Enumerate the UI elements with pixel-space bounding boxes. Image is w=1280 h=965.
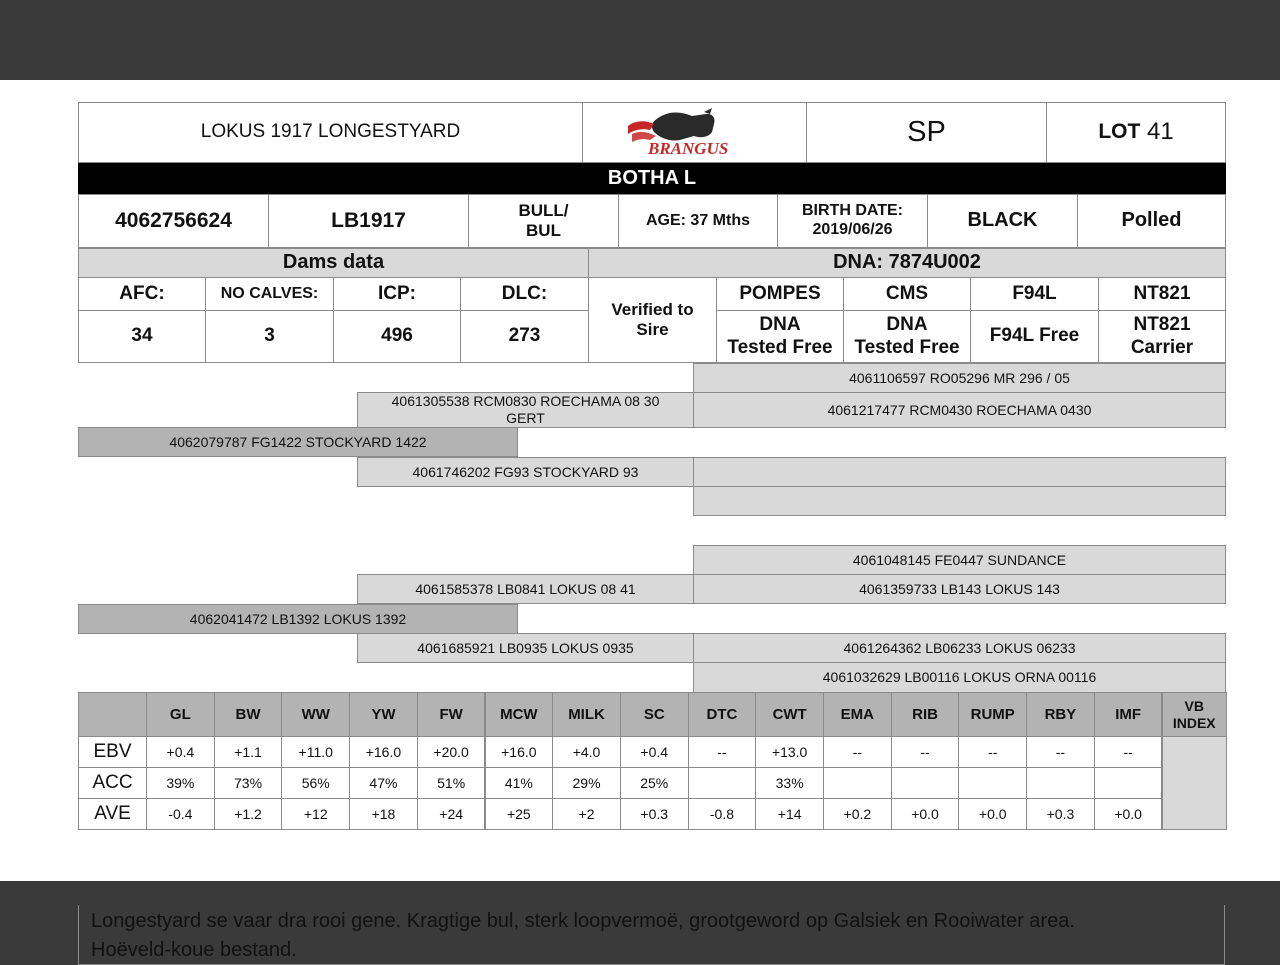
- pedigree-sire: 4062079787 FG1422 STOCKYARD 1422: [78, 427, 518, 457]
- dams-header-no-calves: NO CALVES:: [205, 277, 334, 311]
- ebv-column-header: RBY: [1026, 692, 1095, 737]
- code-cell: SP: [806, 102, 1047, 163]
- ebv-value: +16.0: [349, 736, 418, 768]
- vb-index-value: [1162, 736, 1228, 830]
- vb-line2: INDEX: [1172, 714, 1216, 731]
- pedigree-dam-sire-sire: 4061048145 FE0447 SUNDANCE: [693, 545, 1226, 575]
- ebv-value: +24: [417, 798, 486, 830]
- dams-value-dlc: 273: [460, 310, 589, 363]
- ebv-value: [1026, 767, 1095, 799]
- comment-box: [78, 905, 1225, 965]
- ebv-value: +20.0: [417, 736, 486, 768]
- dna-result-line1: DNA: [886, 314, 928, 336]
- dna-result-line2: Tested Free: [854, 336, 960, 358]
- ebv-value: +11.0: [281, 736, 350, 768]
- svg-text:BRANGUS: BRANGUS: [647, 138, 728, 158]
- birth-date-cell: [777, 194, 928, 248]
- dna-result-pompes: [716, 310, 844, 363]
- ebv-value: +13.0: [755, 736, 824, 768]
- horn-cell: Polled: [1077, 194, 1226, 248]
- ebv-column-header: FW: [417, 692, 486, 737]
- pedigree-dam-dam-sire: 4061264362 LB06233 LOKUS 06233: [693, 633, 1226, 663]
- ebv-row-label: ACC: [78, 767, 147, 799]
- ebv-value: -0.4: [146, 798, 215, 830]
- ebv-value: +16.0: [485, 736, 554, 768]
- age-cell: AGE: 37 Mths: [618, 194, 778, 248]
- comment-line1: Longestyard se vaar dra rooi gene. Kragtige bul, sterk loopvermoë, grootgeword op Galsiek en Rooiwater area.: [91, 910, 1075, 932]
- ebv-value: 73%: [214, 767, 283, 799]
- pedigree-dam: 4062041472 LB1392 LOKUS 1392: [78, 604, 518, 634]
- dams-value-no-calves: 3: [205, 310, 334, 363]
- lot-number: 41: [1146, 118, 1174, 146]
- ebv-value: +18: [349, 798, 418, 830]
- lot-label: LOT: [1098, 120, 1141, 144]
- ebv-column-header: DTC: [688, 692, 757, 737]
- ebv-value: --: [958, 736, 1027, 768]
- pedigree-sire-sire-sire: 4061106597 RO05296 MR 296 / 05: [693, 363, 1226, 393]
- dna-test-name-cms: CMS: [843, 277, 971, 311]
- ebv-column-header: EMA: [823, 692, 892, 737]
- pedigree-dam-dam: 4061685921 LB0935 LOKUS 0935: [357, 633, 694, 663]
- ebv-column-header: BW: [214, 692, 283, 737]
- pedigree-dam-dam-dam: 4061032629 LB00116 LOKUS ORNA 00116: [693, 662, 1226, 693]
- ebv-column-header: SC: [620, 692, 689, 737]
- ebv-value: +0.3: [620, 798, 689, 830]
- birth-label: BIRTH DATE:: [801, 202, 904, 220]
- dams-data-title: Dams data: [78, 248, 589, 278]
- dams-value-afc: 34: [78, 310, 206, 363]
- ebv-value: 29%: [552, 767, 621, 799]
- sex-line1: BULL/: [518, 200, 569, 220]
- ebv-value: --: [1026, 736, 1095, 768]
- ebv-value: +0.3: [1026, 798, 1095, 830]
- ebv-column-header: RUMP: [958, 692, 1027, 737]
- animal-title-bar: BOTHA L: [78, 163, 1226, 194]
- ebv-value: --: [1094, 736, 1163, 768]
- sex-cell: [468, 194, 619, 248]
- ebv-value: +1.1: [214, 736, 283, 768]
- dams-header-dlc: DLC:: [460, 277, 589, 311]
- ebv-value: 25%: [620, 767, 689, 799]
- ebv-value: -0.8: [688, 798, 757, 830]
- ebv-value: --: [688, 736, 757, 768]
- dna-result-line2: Carrier: [1130, 336, 1194, 358]
- ebv-column-header: GL: [146, 692, 215, 737]
- ebv-column-header: RIB: [891, 692, 960, 737]
- dna-result-line2: Tested Free: [727, 336, 833, 358]
- dna-title: DNA: 7874U002: [588, 248, 1226, 278]
- ebv-value: +12: [281, 798, 350, 830]
- birth-date: 2019/06/26: [812, 221, 893, 238]
- ebv-value: +2: [552, 798, 621, 830]
- color-cell: BLACK: [927, 194, 1078, 248]
- reg-number: 4062756624: [78, 194, 269, 248]
- ebv-row-label: EBV: [78, 736, 147, 768]
- ebv-value: 47%: [349, 767, 418, 799]
- dna-test-name-pompes: POMPES: [716, 277, 844, 311]
- ebv-value: 51%: [417, 767, 486, 799]
- dna-result-line1: DNA: [759, 314, 801, 336]
- ebv-value: +4.0: [552, 736, 621, 768]
- ebv-value: [823, 767, 892, 799]
- ebv-column-header: WW: [281, 692, 350, 737]
- ebv-column-header: MCW: [485, 692, 554, 737]
- vb-index-header: [1162, 692, 1228, 737]
- pedigree-sire-dam-dam: [693, 486, 1226, 516]
- dna-result-nt821: [1098, 310, 1226, 363]
- ebv-value: 33%: [755, 767, 824, 799]
- dna-result-f94l: F94L Free: [970, 310, 1099, 363]
- ebv-value: [958, 767, 1027, 799]
- lot-catalog-card: [0, 80, 1280, 961]
- pedigree-sire-sire-dam: 4061217477 RCM0430 ROECHAMA 0430: [693, 392, 1226, 428]
- pedigree-sire-sire: 4061305538 RCM0830 ROECHAMA 08 30 GERT: [357, 392, 694, 428]
- ebv-value: 41%: [485, 767, 554, 799]
- dna-result-cms: [843, 310, 971, 363]
- ebv-value: 39%: [146, 767, 215, 799]
- ebv-value: [891, 767, 960, 799]
- ident-number: LB1917: [268, 194, 469, 248]
- brangus-bull-logo-icon: [620, 108, 770, 158]
- ebv-value: --: [823, 736, 892, 768]
- ebv-value: +0.0: [1094, 798, 1163, 830]
- ebv-value: +25: [485, 798, 554, 830]
- ebv-value: 56%: [281, 767, 350, 799]
- animal-name: LOKUS 1917 LONGESTYARD: [78, 102, 583, 163]
- dna-result-line1: NT821: [1133, 314, 1191, 336]
- ebv-value: +1.2: [214, 798, 283, 830]
- pedigree-dam-sire-dam: 4061359733 LB143 LOKUS 143: [693, 574, 1226, 604]
- ebv-column-header: MILK: [552, 692, 621, 737]
- ebv-value: +0.4: [620, 736, 689, 768]
- ebv-column-header: CWT: [755, 692, 824, 737]
- pedigree-sire-dam: 4061746202 FG93 STOCKYARD 93: [357, 457, 694, 487]
- ebv-value: +0.0: [958, 798, 1027, 830]
- verified-to-sire: Verified to Sire: [588, 277, 717, 363]
- ebv-value: +0.2: [823, 798, 892, 830]
- ebv-value: +0.4: [146, 736, 215, 768]
- dams-header-icp: ICP:: [333, 277, 461, 311]
- dna-test-name-nt821: NT821: [1098, 277, 1226, 311]
- ebv-value: [688, 767, 757, 799]
- ebv-value: +0.0: [891, 798, 960, 830]
- vb-line1: VB: [1184, 697, 1204, 714]
- ebv-value: [1094, 767, 1163, 799]
- breed-logo: [582, 102, 807, 163]
- ebv-row-label: AVE: [78, 798, 147, 830]
- ebv-value: --: [891, 736, 960, 768]
- lot-cell: [1046, 102, 1226, 163]
- sex-line2: BUL: [526, 221, 561, 240]
- pedigree-dam-sire: 4061585378 LB0841 LOKUS 08 41: [357, 574, 694, 604]
- dna-test-name-f94l: F94L: [970, 277, 1099, 311]
- comment-line2: Hoëveld-koue bestand.: [91, 939, 297, 961]
- ebv-column-header: YW: [349, 692, 418, 737]
- ebv-column-header: IMF: [1094, 692, 1163, 737]
- ebv-header-corner: [78, 692, 147, 737]
- dams-header-afc: AFC:: [78, 277, 206, 311]
- dams-value-icp: 496: [333, 310, 461, 363]
- ebv-value: +14: [755, 798, 824, 830]
- pedigree-sire-dam-sire: [693, 457, 1226, 487]
